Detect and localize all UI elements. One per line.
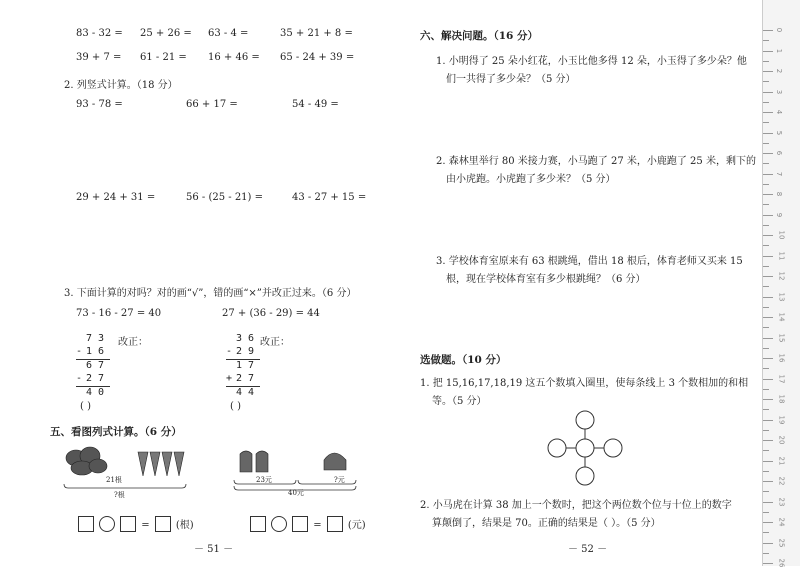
ruler-number: 25: [777, 538, 786, 547]
check2-expr: 27 + (36 - 29) = 44: [222, 308, 320, 319]
vertical-calc-6: 43 - 27 + 15 =: [292, 192, 367, 203]
picture1-illustration: [62, 444, 192, 502]
check2-line1: 3 6: [236, 333, 255, 344]
side-ruler: [762, 0, 800, 566]
check1-line5: 4 0: [86, 387, 105, 398]
ruler-tick: [763, 420, 773, 421]
ruler-number: 20: [777, 435, 786, 445]
oral-calc-1-1: 83 - 32 =: [76, 28, 123, 39]
ruler-tick-minor: [763, 122, 769, 123]
ruler-tick: [763, 194, 773, 195]
oral-calc-2-1: 39 + 7 =: [76, 52, 122, 63]
check2-line2: 2 9: [236, 346, 255, 357]
ruler-tick: [763, 71, 773, 72]
check2-answer-paren[interactable]: ( ): [230, 401, 241, 412]
ruler-tick-minor: [763, 286, 769, 287]
check2-op2: +: [226, 373, 233, 384]
circle-bottom[interactable]: [576, 467, 594, 485]
ruler-tick: [763, 461, 773, 462]
ruler-tick: [763, 338, 773, 339]
ruler-number: 15: [777, 333, 786, 342]
ruler-tick-minor: [763, 81, 769, 82]
ruler-tick-minor: [763, 450, 769, 451]
ruler-number: 16: [777, 353, 786, 363]
ruler-tick-minor: [763, 143, 769, 144]
ruler-tick-minor: [763, 245, 769, 246]
oral-calc-2-4: 65 - 24 + 39 =: [280, 52, 355, 63]
ruler-number: 19: [777, 415, 786, 424]
picture2-top-label-1: 23元: [256, 476, 272, 484]
ruler-tick-minor: [763, 512, 769, 513]
ruler-number: 4: [775, 109, 784, 115]
check1-line1: 7 3: [86, 333, 105, 344]
ruler-number: 0: [775, 27, 784, 33]
ruler-tick: [763, 563, 773, 564]
ruler-tick: [763, 51, 773, 52]
check1-line4: 2 7: [86, 373, 105, 384]
check-title: 3. 下面计算的对吗？对的画“√”，错的画“×”并改正过来。（6 分）: [64, 288, 357, 299]
ruler-tick: [763, 358, 773, 359]
right-page-number: － 52 －: [568, 544, 608, 555]
ruler-number: 12: [777, 271, 786, 281]
ruler-number: 3: [775, 89, 784, 94]
circle-top[interactable]: [576, 411, 594, 429]
ruler-tick-minor: [763, 471, 769, 472]
ruler-tick-minor: [763, 430, 769, 431]
answer-box[interactable]: [155, 516, 171, 532]
ruler-tick-minor: [763, 40, 769, 41]
ruler-tick-minor: [763, 553, 769, 554]
solve-q1-line2: 们一共得了多少朵？（5 分）: [446, 74, 576, 85]
picture-calc-title: 五、看图列式计算。（6 分）: [50, 426, 182, 438]
answer-box[interactable]: [120, 516, 136, 532]
ruler-tick: [763, 543, 773, 544]
ruler-tick: [763, 30, 773, 31]
ruler-tick-minor: [763, 368, 769, 369]
ruler-tick: [763, 133, 773, 134]
ruler-tick: [763, 235, 773, 236]
circle-center[interactable]: [576, 439, 594, 457]
solve-section-title: 六、解决问题。（16 分）: [420, 30, 539, 42]
left-page-number: － 51 －: [194, 544, 234, 555]
check1-line2: 1 6: [86, 346, 105, 357]
ruler-tick-minor: [763, 307, 769, 308]
ruler-tick-minor: [763, 61, 769, 62]
ruler-number: 18: [777, 394, 786, 404]
ruler-tick: [763, 276, 773, 277]
check1-op1: -: [76, 346, 83, 357]
answer-box[interactable]: [78, 516, 94, 532]
answer-box[interactable]: [292, 516, 308, 532]
ruler-number: 11: [777, 251, 786, 260]
check1-line3: 6 7: [86, 360, 105, 371]
ruler-tick: [763, 92, 773, 93]
oral-calc-1-4: 35 + 21 + 8 =: [280, 28, 353, 39]
ruler-tick-minor: [763, 409, 769, 410]
oral-calc-2-2: 61 - 21 =: [140, 52, 187, 63]
ruler-number: 2: [775, 68, 784, 74]
optional-q1-line1: 1. 把 15,16,17,18,19 这五个数填入圈里，使每条线上 3 个数相加的和相: [420, 378, 749, 389]
ruler-tick-minor: [763, 184, 769, 185]
ruler-tick-minor: [763, 389, 769, 390]
unit-label: (元): [347, 520, 366, 531]
ruler-number: 9: [775, 212, 784, 217]
picture1-top-label: 21根: [106, 476, 122, 484]
ruler-tick-minor: [763, 204, 769, 205]
solve-q3-line1: 3. 学校体育室原来有 63 根跳绳，借出 18 根后，体育老师又买来 15: [436, 256, 743, 267]
optional-q2-line1: 2. 小马虎在计算 38 加上一个数时，把这个两位数个位与十位上的数字: [420, 500, 732, 511]
ruler-number: 13: [777, 292, 786, 301]
ruler-tick: [763, 112, 773, 113]
oral-calc-1-2: 25 + 26 =: [140, 28, 192, 39]
circle-left[interactable]: [548, 439, 566, 457]
check2-correct-label: 改正：: [260, 337, 290, 348]
vertical-calc-2: 66 + 17 =: [186, 99, 238, 110]
circle-right[interactable]: [604, 439, 622, 457]
check2-op1: -: [226, 346, 233, 357]
solve-q1-line1: 1. 小明得了 25 朵小红花，小玉比他多得 12 朵，小玉得了多少朵？他: [436, 56, 747, 67]
ruler-tick-minor: [763, 491, 769, 492]
check2-line4: 2 7: [236, 373, 255, 384]
picture2-bottom-label: 40元: [288, 489, 304, 497]
check2-line5: 4 4: [236, 387, 255, 398]
ruler-number: 21: [777, 456, 786, 465]
ruler-number: 7: [775, 171, 784, 176]
vertical-calc-5: 56 - (25 - 21) =: [186, 192, 264, 203]
ruler-number: 8: [775, 191, 784, 197]
check1-expr: 73 - 16 - 27 = 40: [76, 308, 162, 319]
solve-q2-line2: 由小虎跑。小虎跑了多少米？（5 分）: [446, 174, 616, 185]
check1-answer-paren[interactable]: ( ): [80, 401, 91, 412]
oral-calc-2-3: 16 + 46 =: [208, 52, 260, 63]
ruler-number: 6: [775, 150, 784, 156]
check1-correct-label: 改正：: [118, 337, 148, 348]
unit-label: (根): [175, 520, 194, 531]
picture2-top-label-2: ?元: [334, 476, 345, 484]
vertical-calc-1: 93 - 78 =: [76, 99, 123, 110]
ruler-tick: [763, 174, 773, 175]
check1-op2: -: [76, 373, 83, 384]
ruler-tick: [763, 215, 773, 216]
answer-box[interactable]: [250, 516, 266, 532]
operator-circle[interactable]: [271, 516, 287, 532]
ruler-number: 5: [775, 130, 784, 135]
ruler-tick: [763, 399, 773, 400]
optional-q1-line2: 等。（5 分）: [432, 396, 487, 407]
ruler-number: 14: [777, 312, 786, 322]
ruler-tick-minor: [763, 348, 769, 349]
ruler-number: 24: [777, 517, 786, 527]
ruler-tick: [763, 256, 773, 257]
ruler-number: 26: [777, 558, 786, 567]
picture2-answer-row: = (元): [250, 513, 366, 532]
check2-line3: 1 7: [236, 360, 255, 371]
answer-box[interactable]: [327, 516, 343, 532]
ruler-tick: [763, 522, 773, 523]
solve-q3-line2: 根，现在学校体育室有多少根跳绳？（6 分）: [446, 274, 646, 285]
number-circles-diagram: [545, 408, 625, 488]
ruler-tick-minor: [763, 532, 769, 533]
optional-q2-line2: 算颠倒了，结果是 70。正确的结果是（ ）。（5 分）: [432, 518, 661, 529]
vertical-calc-title: 2. 列竖式计算。（18 分）: [64, 80, 178, 91]
ruler-number: 1: [775, 48, 784, 53]
ruler-tick: [763, 297, 773, 298]
picture1-answer-row: = (根): [78, 513, 194, 532]
picture1-bottom-label: ?根: [114, 491, 125, 499]
ruler-number: 17: [777, 374, 786, 383]
ruler-tick-minor: [763, 266, 769, 267]
ruler-tick: [763, 153, 773, 154]
ruler-tick: [763, 481, 773, 482]
ruler-tick-minor: [763, 163, 769, 164]
ruler-number: 23: [777, 497, 786, 506]
ruler-tick: [763, 502, 773, 503]
ruler-tick: [763, 379, 773, 380]
operator-circle[interactable]: [99, 516, 115, 532]
ruler-number: 22: [777, 476, 786, 486]
vertical-calc-4: 29 + 24 + 31 =: [76, 192, 156, 203]
solve-q2-line1: 2. 森林里举行 80 米接力赛，小马跑了 27 米，小鹿跑了 25 米，剩下的: [436, 156, 756, 167]
ruler-number: 10: [777, 230, 786, 240]
oral-calc-1-3: 63 - 4 =: [208, 28, 249, 39]
ruler-tick-minor: [763, 327, 769, 328]
vertical-calc-3: 54 - 49 =: [292, 99, 339, 110]
ruler-tick: [763, 440, 773, 441]
ruler-tick: [763, 317, 773, 318]
ruler-tick-minor: [763, 102, 769, 103]
optional-section-title: 选做题。（10 分）: [420, 354, 507, 366]
ruler-tick-minor: [763, 225, 769, 226]
